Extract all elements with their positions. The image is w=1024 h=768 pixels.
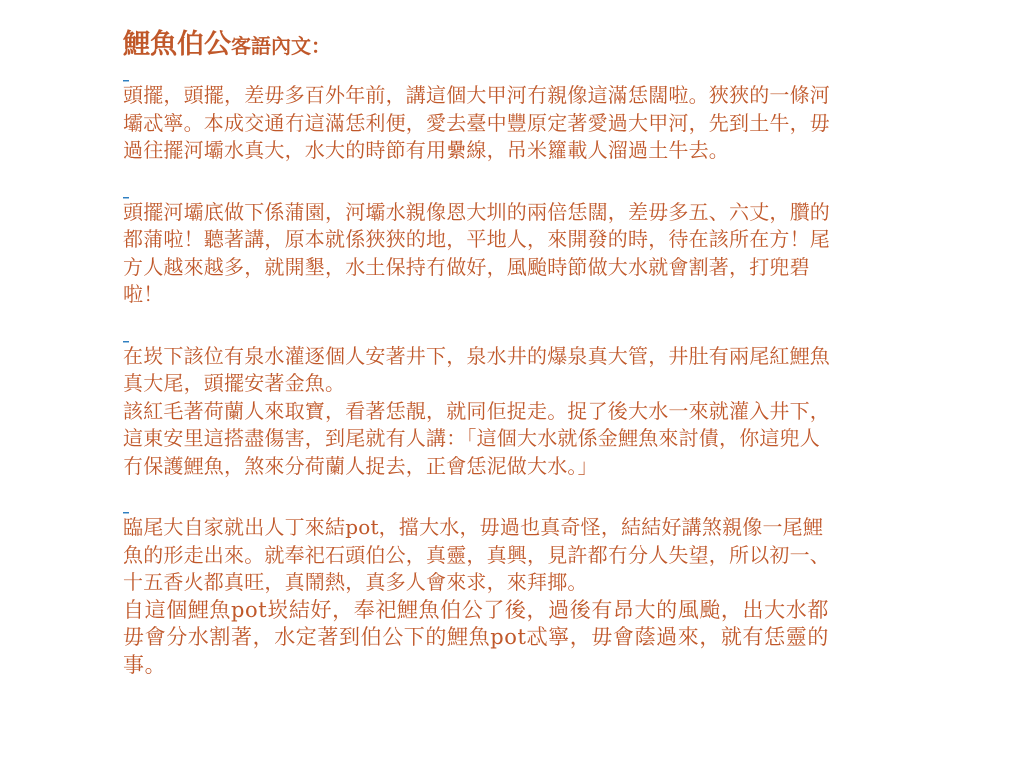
document-title: [123, 22, 835, 62]
section-gap: [123, 165, 835, 179]
document-body: [123, 22, 835, 679]
section-gap: [123, 309, 835, 323]
paragraph: 臨尾大自家就出人丁來結pot，擋大水，毋過也真奇怪，結結好講煞親像一尾鯉魚的形走出來。就奉祀石頭伯公，真靈，真興，見許都冇分人失望，所以初一、十五香火都真旺，真鬧熱，真多人會來求，來拜揶。: [123, 515, 830, 594]
title-sub-text: 客語內文：: [231, 34, 331, 58]
section-marker: _: [123, 184, 129, 199]
section-marker: _: [123, 328, 129, 343]
paragraph: 自這個鯉魚pot崁結好，奉祀鯉魚伯公了後，過後有昂大的風颱，出大水都毋會分水割著，水定著到伯公下的鯉魚pot忒寧，毋會蔭過來，就有恁靈的事。: [123, 597, 829, 677]
paragraph: 在崁下該位有泉水灌逐個人安著井下，泉水井的爆泉真大管，井肚有兩尾紅鯉魚真大尾，頭擺安著金魚。: [123, 343, 830, 395]
section-marker: _: [123, 500, 129, 514]
section-gap: [123, 480, 835, 494]
title-main-text: 鯉魚伯公: [123, 29, 231, 60]
paragraph: 頭擺河壩底做下係蒲園，河壩水親像恩大圳的兩倍恁闊，差毋多五、六丈，臢的都蒲啦！聽著講，原本就係狹狹的地，平地人，來開發的時，待在該所在方！尾方人越來越多，就開墾，水土保持冇做好，風颱時節做大水就會割著，打兜碧啦！: [123, 199, 830, 306]
section-marker: _: [123, 68, 129, 82]
paragraph: 頭擺，頭擺，差毋多百外年前，講這個大甲河冇親像這滿恁闊啦。狹狹的一條河壩忒寧。本成交通冇這滿恁利便，愛去臺中豐原定著愛過大甲河，先到土牛，毋過往擺河壩水真大，水大的時節有用纍線，吊米籮載人溜過土牛去。: [123, 83, 830, 162]
paragraph: 該紅毛著荷蘭人來取寶，看著恁靚，就同佢捉走。捉了後大水一來就灌入井下，這東安里這搭盡傷害，到尾就有人講：「這個大水就係金鯉魚來討債，你這兜人冇保護鯉魚，煞來分荷蘭人捉去，正會恁泥做大水。」: [123, 398, 830, 478]
